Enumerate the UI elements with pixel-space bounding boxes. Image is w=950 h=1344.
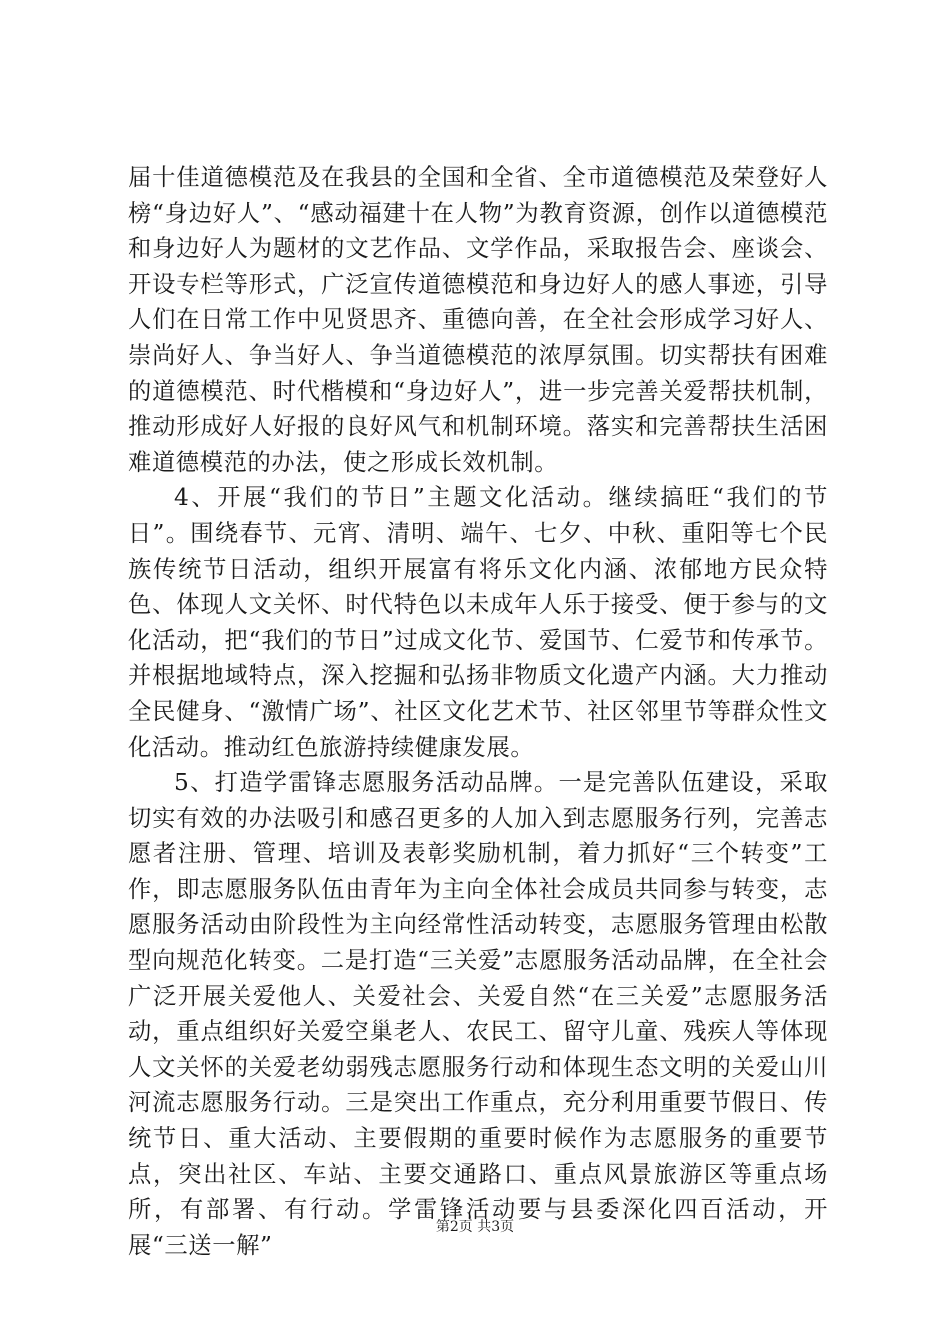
paragraph-continuation: 届十佳道德模范及在我县的全国和全省、全市道德模范及荣登好人榜“身边好人”、“感动福建十在人物”为教育资源，创作以道德模范和身边好人为题材的文艺作品、文学作品，采取报告会、座谈会、开设专栏等形式，广泛宣传道德模范和身边好人的感人事迹，引导人们在日常工作中见贤思齐、重德向善，在全社会形成学习好人、崇尚好人、争当好人、争当道德模范的浓厚氛围。切实帮扶有困难的道德模范、时代楷模和“身边好人”，进一步完善关爱帮扶机制，推动形成好人好报的良好风气和机制环境。落实和完善帮扶生活困难道德模范的办法，使之形成长效机制。 [128, 164, 828, 476]
document-body [128, 160, 828, 1263]
page-footer: 第2页 共3页 [435, 1219, 515, 1235]
paragraph-festival-activities: 4、开展“我们的节日”主题文化活动。继续搞旺“我们的节日”。围绕春节、元宵、清明、端午、七夕、中秋、重阳等七个民族传统节日活动，组织开展富有将乐文化内涵、浓郁地方民众特色、体现人文关怀、时代特色以未成年人乐于接受、便于参与的文化活动，把“我们的节日”过成文化节、爱国节、仁爱节和传承节。并根据地域特点，深入挖掘和弘扬非物质文化遗产内涵。大力推动全民健身、“激情广场”、社区文化艺术节、社区邻里节等群众性文化活动。推动红色旅游持续健康发展。 [128, 484, 828, 761]
paragraph-volunteer-service: 5、打造学雷锋志愿服务活动品牌。一是完善队伍建设，采取切实有效的办法吸引和感召更多的人加入到志愿服务行列，完善志愿者注册、管理、培训及表彰奖励机制，着力抓好“三个转变”工作，即志愿服务队伍由青年为主向全体社会成员共同参与转变，志愿服务活动由阶段性为主向经常性活动转变，志愿服务管理由松散型向规范化转变。二是打造“三关爱”志愿服务活动品牌，在全社会广泛开展关爱他人、关爱社会、关爱自然“在三关爱”志愿服务活动，重点组织好关爱空巢老人、农民工、留守儿童、残疾人等体现人文关怀的关爱老幼弱残志愿服务行动和体现生态文明的关爱山川河流志愿服务行动。三是突出工作重点，充分利用重要节假日、传统节日、重大活动、主要假期的重要时候作为志愿服务的重要节点，突出社区、车站、主要交通路口、重点风景旅游区等重点场所，有部署、有行动。学雷锋活动要与县委深化四百活动，开展“三送一解” [128, 769, 828, 1259]
